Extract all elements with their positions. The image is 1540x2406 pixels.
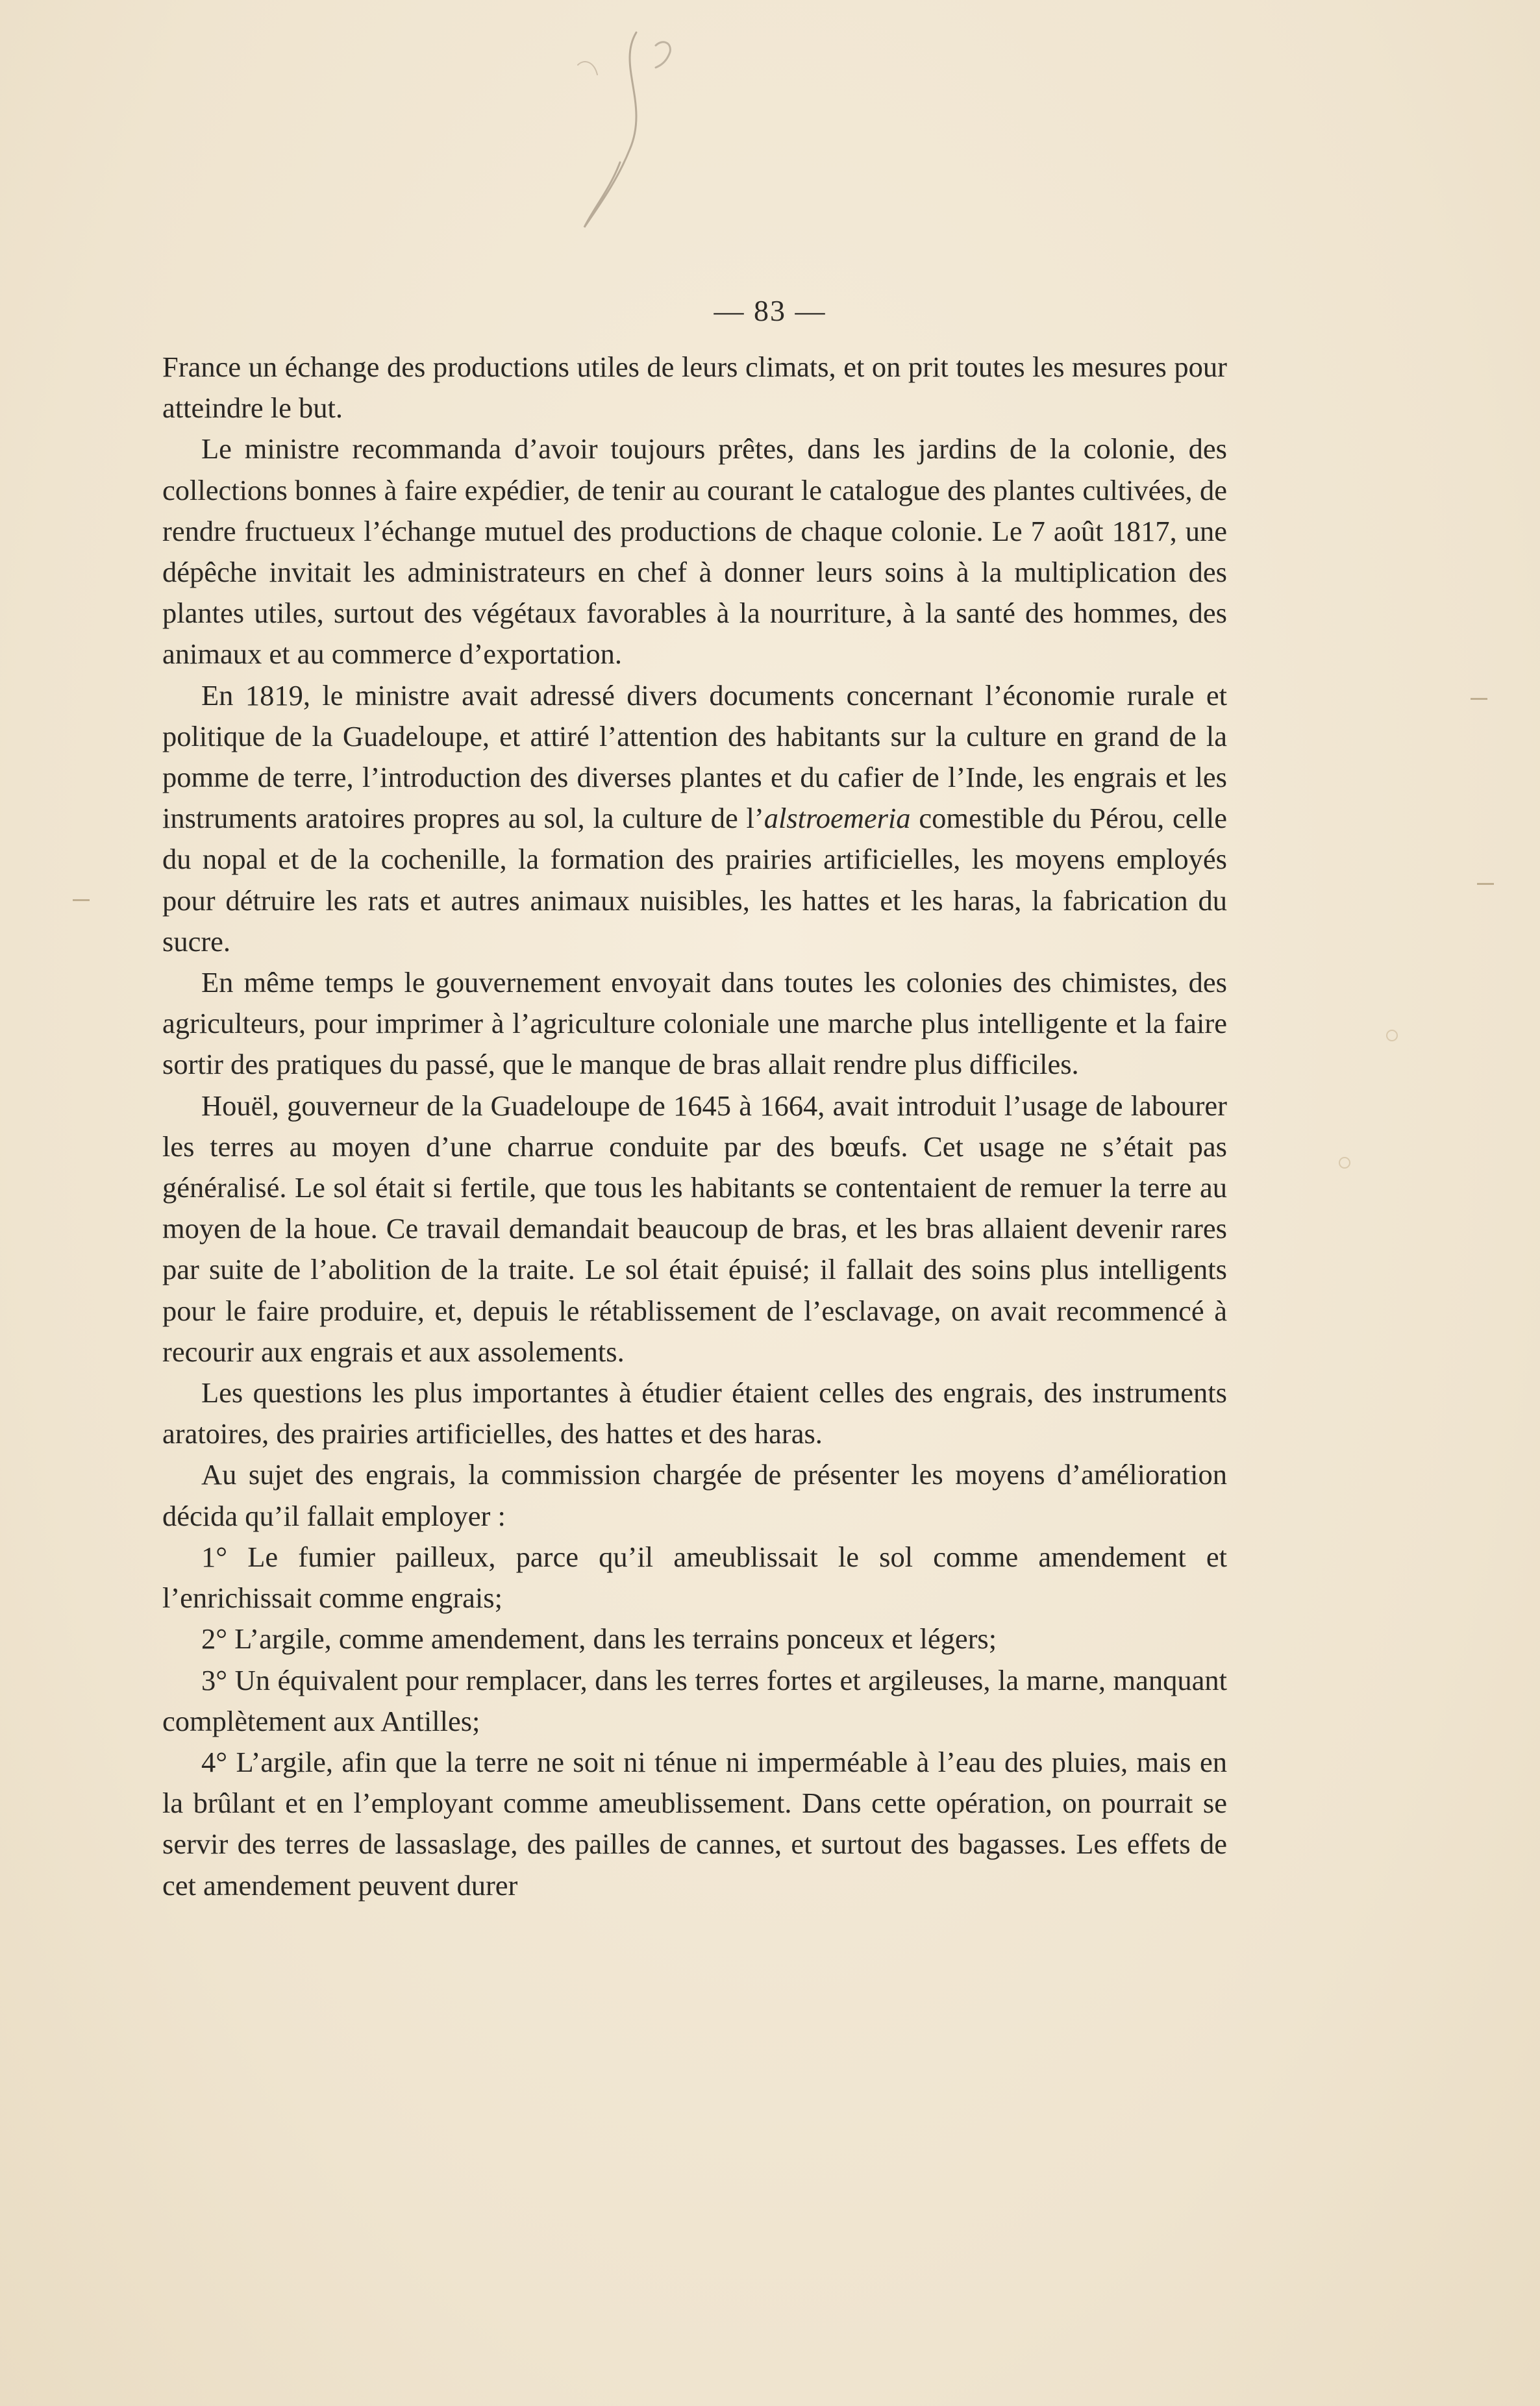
list-item-4-text: 4° L’argile, afin que la terre ne soit ni ténue ni imperméable à l’eau des pluies, mais en la brûlant et en l’employant comme ameublissement. Dans cette opération, on pourrait se servir des terres de lassaslage, des pailles de cannes, et surtout des bagasses. Les effets de cet amendement peuvent durer xyxy=(162,1745,1227,1902)
list-item-4 xyxy=(162,1742,1227,1906)
list-item-1-text: 1° Le fumier pailleux, parce qu’il ameublissait le sol comme amendement et l’enrichissait comme engrais; xyxy=(162,1540,1227,1615)
margin-dot-mark xyxy=(1386,1030,1398,1041)
paragraph-2 xyxy=(162,428,1227,675)
page-number: — 83 — xyxy=(714,294,826,327)
paragraph-3-italic-term: alstroemeria xyxy=(764,802,911,835)
paragraph-4 xyxy=(162,962,1227,1085)
list-item-3-text: 3° Un équivalent pour remplacer, dans les terres fortes et argileuses, la marne, manquant complètement aux Antilles; xyxy=(162,1663,1227,1737)
margin-dot-mark xyxy=(1339,1157,1350,1169)
list-item-1 xyxy=(162,1537,1227,1618)
paragraph-3-text-start: En 1819, le ministre avait adressé divers documents concernant l’économie rurale et politique de la Guadeloupe, et attiré l’attention des habitants sur la culture en grand de la pomme de terre, l’introduction des diverses plantes et du cafier de l’Inde, les engrais et les instruments aratoires propres au sol, la culture de l’ xyxy=(162,678,1227,835)
list-item-2-text: 2° L’argile, comme amendement, dans les terrains ponceux et légers; xyxy=(201,1622,997,1656)
paragraph-6 xyxy=(162,1372,1227,1454)
paragraph-2-text: Le ministre recommanda d’avoir toujours prêtes, dans les jardins de la colonie, des collections bonnes à faire expédier, de tenir au courant le catalogue des plantes cultivées, de rendre fructueux l’échange mutuel des productions de chaque colonie. Le 7 août 1817, une dépêche invitait les administrateurs en chef à donner leurs soins à la multiplication des plantes utiles, surtout des végétaux favorables à la nourriture, à la santé des hommes, des animaux et au commerce d’exportation. xyxy=(162,432,1227,671)
list-item-2 xyxy=(162,1618,1227,1659)
paragraph-4-text: En même temps le gouvernement envoyait dans toutes les colonies des chimistes, des agriculteurs, pour imprimer à l’agriculture coloniale une marche plus intelligente et la faire sortir des pratiques du passé, que le manque de bras allait rendre plus difficiles. xyxy=(162,966,1227,1081)
paragraph-1 xyxy=(162,347,1227,428)
margin-mark xyxy=(1477,883,1494,885)
pencil-scribble-mark xyxy=(558,13,727,299)
body-text xyxy=(162,347,1227,1906)
paragraph-1-text: France un échange des productions utiles de leurs climats, et on prit toutes les mesures pour atteindre le but. xyxy=(162,351,1227,425)
margin-mark xyxy=(73,899,90,901)
paragraph-3 xyxy=(162,675,1227,962)
paragraph-3-text-end: comestible du Pérou, celle du nopal et de la cochenille, la formation des prairies artificielles, les moyens employés pour détruire les rats et autres animaux nuisibles, les hattes et les haras, la fabrication du sucre. xyxy=(162,802,1227,958)
paragraph-5-text: Houël, gouverneur de la Guadeloupe de 1645 à 1664, avait introduit l’usage de labourer les terres au moyen d’une charrue conduite par des bœufs. Cet usage ne s’était pas généralisé. Le sol était si fertile, que tous les habitants se contentaient de remuer la terre au moyen de la houe. Ce travail demandait beaucoup de bras, et les bras allaient devenir rares par suite de l’abolition de la traite. Le sol était épuisé; il fallait des soins plus intelligents pour le faire produire, et, depuis le rétablissement de l’esclavage, on avait recommencé à recourir aux engrais et aux assolements. xyxy=(162,1089,1227,1368)
paragraph-6-text: Les questions les plus importantes à étudier étaient celles des engrais, des instruments aratoires, des prairies artificielles, des hattes et des haras. xyxy=(162,1376,1227,1450)
paragraph-7 xyxy=(162,1454,1227,1536)
list-item-3 xyxy=(162,1660,1227,1742)
margin-mark xyxy=(1471,698,1487,700)
paragraph-7-text: Au sujet des engrais, la commission chargée de présenter les moyens d’amélioration décida qu’il fallait employer : xyxy=(162,1458,1227,1532)
paragraph-5 xyxy=(162,1085,1227,1372)
